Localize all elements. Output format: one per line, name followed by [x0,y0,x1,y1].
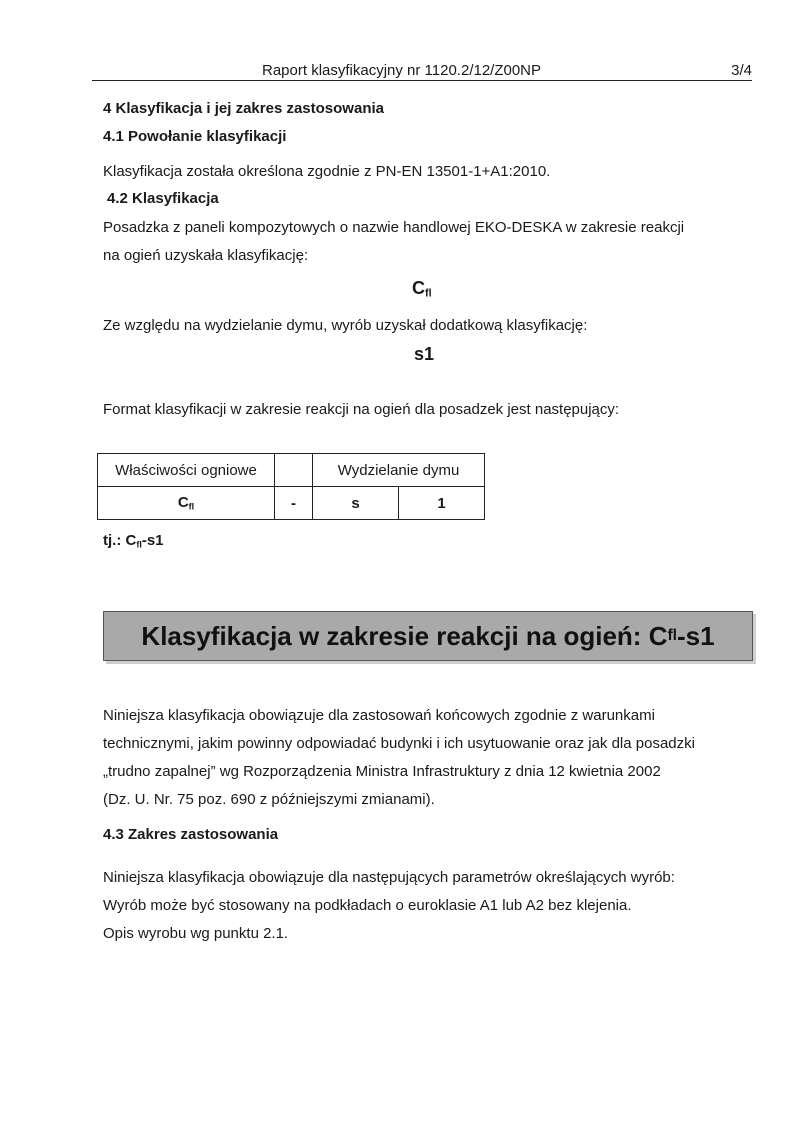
fire-class-sub: fl [425,287,432,300]
header-smoke: Wydzielanie dymu [313,454,485,487]
section-4-2-line-2: na ogień uzyskała klasyfikację: [103,247,309,264]
smoke-text: Ze względu na wydzielanie dymu, wyrób uzyskał dodatkową klasyfikację: [103,317,588,334]
section-4-3-line-3: Opis wyrobu wg punktu 2.1. [103,925,289,942]
page-number: 3/4 [731,62,752,79]
value-1: 1 [399,487,485,520]
value-fire: $C_{fl}$ [98,487,275,520]
smoke-class: s1 [414,344,435,364]
section-4-3-heading: 4.3 Zakres zastosowania [103,826,279,843]
scope-line-4: (Dz. U. Nr. 75 poz. 690 z późniejszymi zmianami). [103,791,435,808]
header-empty-cell [275,454,313,487]
format-text: Format klasyfikacji w zakresie reakcji na ogień dla posadzek jest następujący: [103,401,620,418]
scope-line-2: technicznymi, jakim powinny odpowiadać budynki i ich usytuowanie oraz jak dla posadzki [103,735,695,752]
fire-class-main: C [412,278,425,298]
table-header-row [98,454,485,487]
section-4-3-line-2: Wyrób może być stosowany na podkładach o euroklasie A1 lub A2 bez klejenia. [103,897,632,914]
section-4-2-heading: 4.2 Klasyfikacja [107,190,219,207]
report-title: Raport klasyfikacyjny nr 1120.2/12/Z00NP [262,62,542,79]
value-dash: - [275,487,313,520]
result-line: tj.: $C_{fl}-s1$ [103,532,164,550]
table-value-row [98,487,485,520]
classification-table [97,453,485,520]
section-4-heading: 4 Klasyfikacja i jej zakres zastosowania [103,100,384,117]
section-4-2-line-1: Posadzka z paneli kompozytowych o nazwie handlowej EKO-DESKA w zakresie reakcji [103,219,685,236]
value-s: s [313,487,399,520]
section-4-3-line-1: Niniejsza klasyfikacja obowiązuje dla następujących parametrów określających wyrób: [103,869,675,886]
section-4-1-text: Klasyfikacja została określona zgodnie z PN-EN 13501-1+A1:2010. [103,163,551,180]
header-fire-properties: Właściwości ogniowe [98,454,275,487]
section-4-1-heading: 4.1 Powołanie klasyfikacji [103,128,287,145]
fire-class [412,278,432,300]
page-header [92,58,752,81]
scope-line-1: Niniejsza klasyfikacja obowiązuje dla zastosowań końcowych zgodnie z warunkami [103,707,655,724]
scope-line-3: „trudno zapalnej” wg Rozporządzenia Ministra Infrastruktury z dnia 12 kwietnia 2002 [103,763,661,780]
classification-banner: Klasyfikacja w zakresie reakcji na ogień: C fl -s1 [103,611,753,661]
